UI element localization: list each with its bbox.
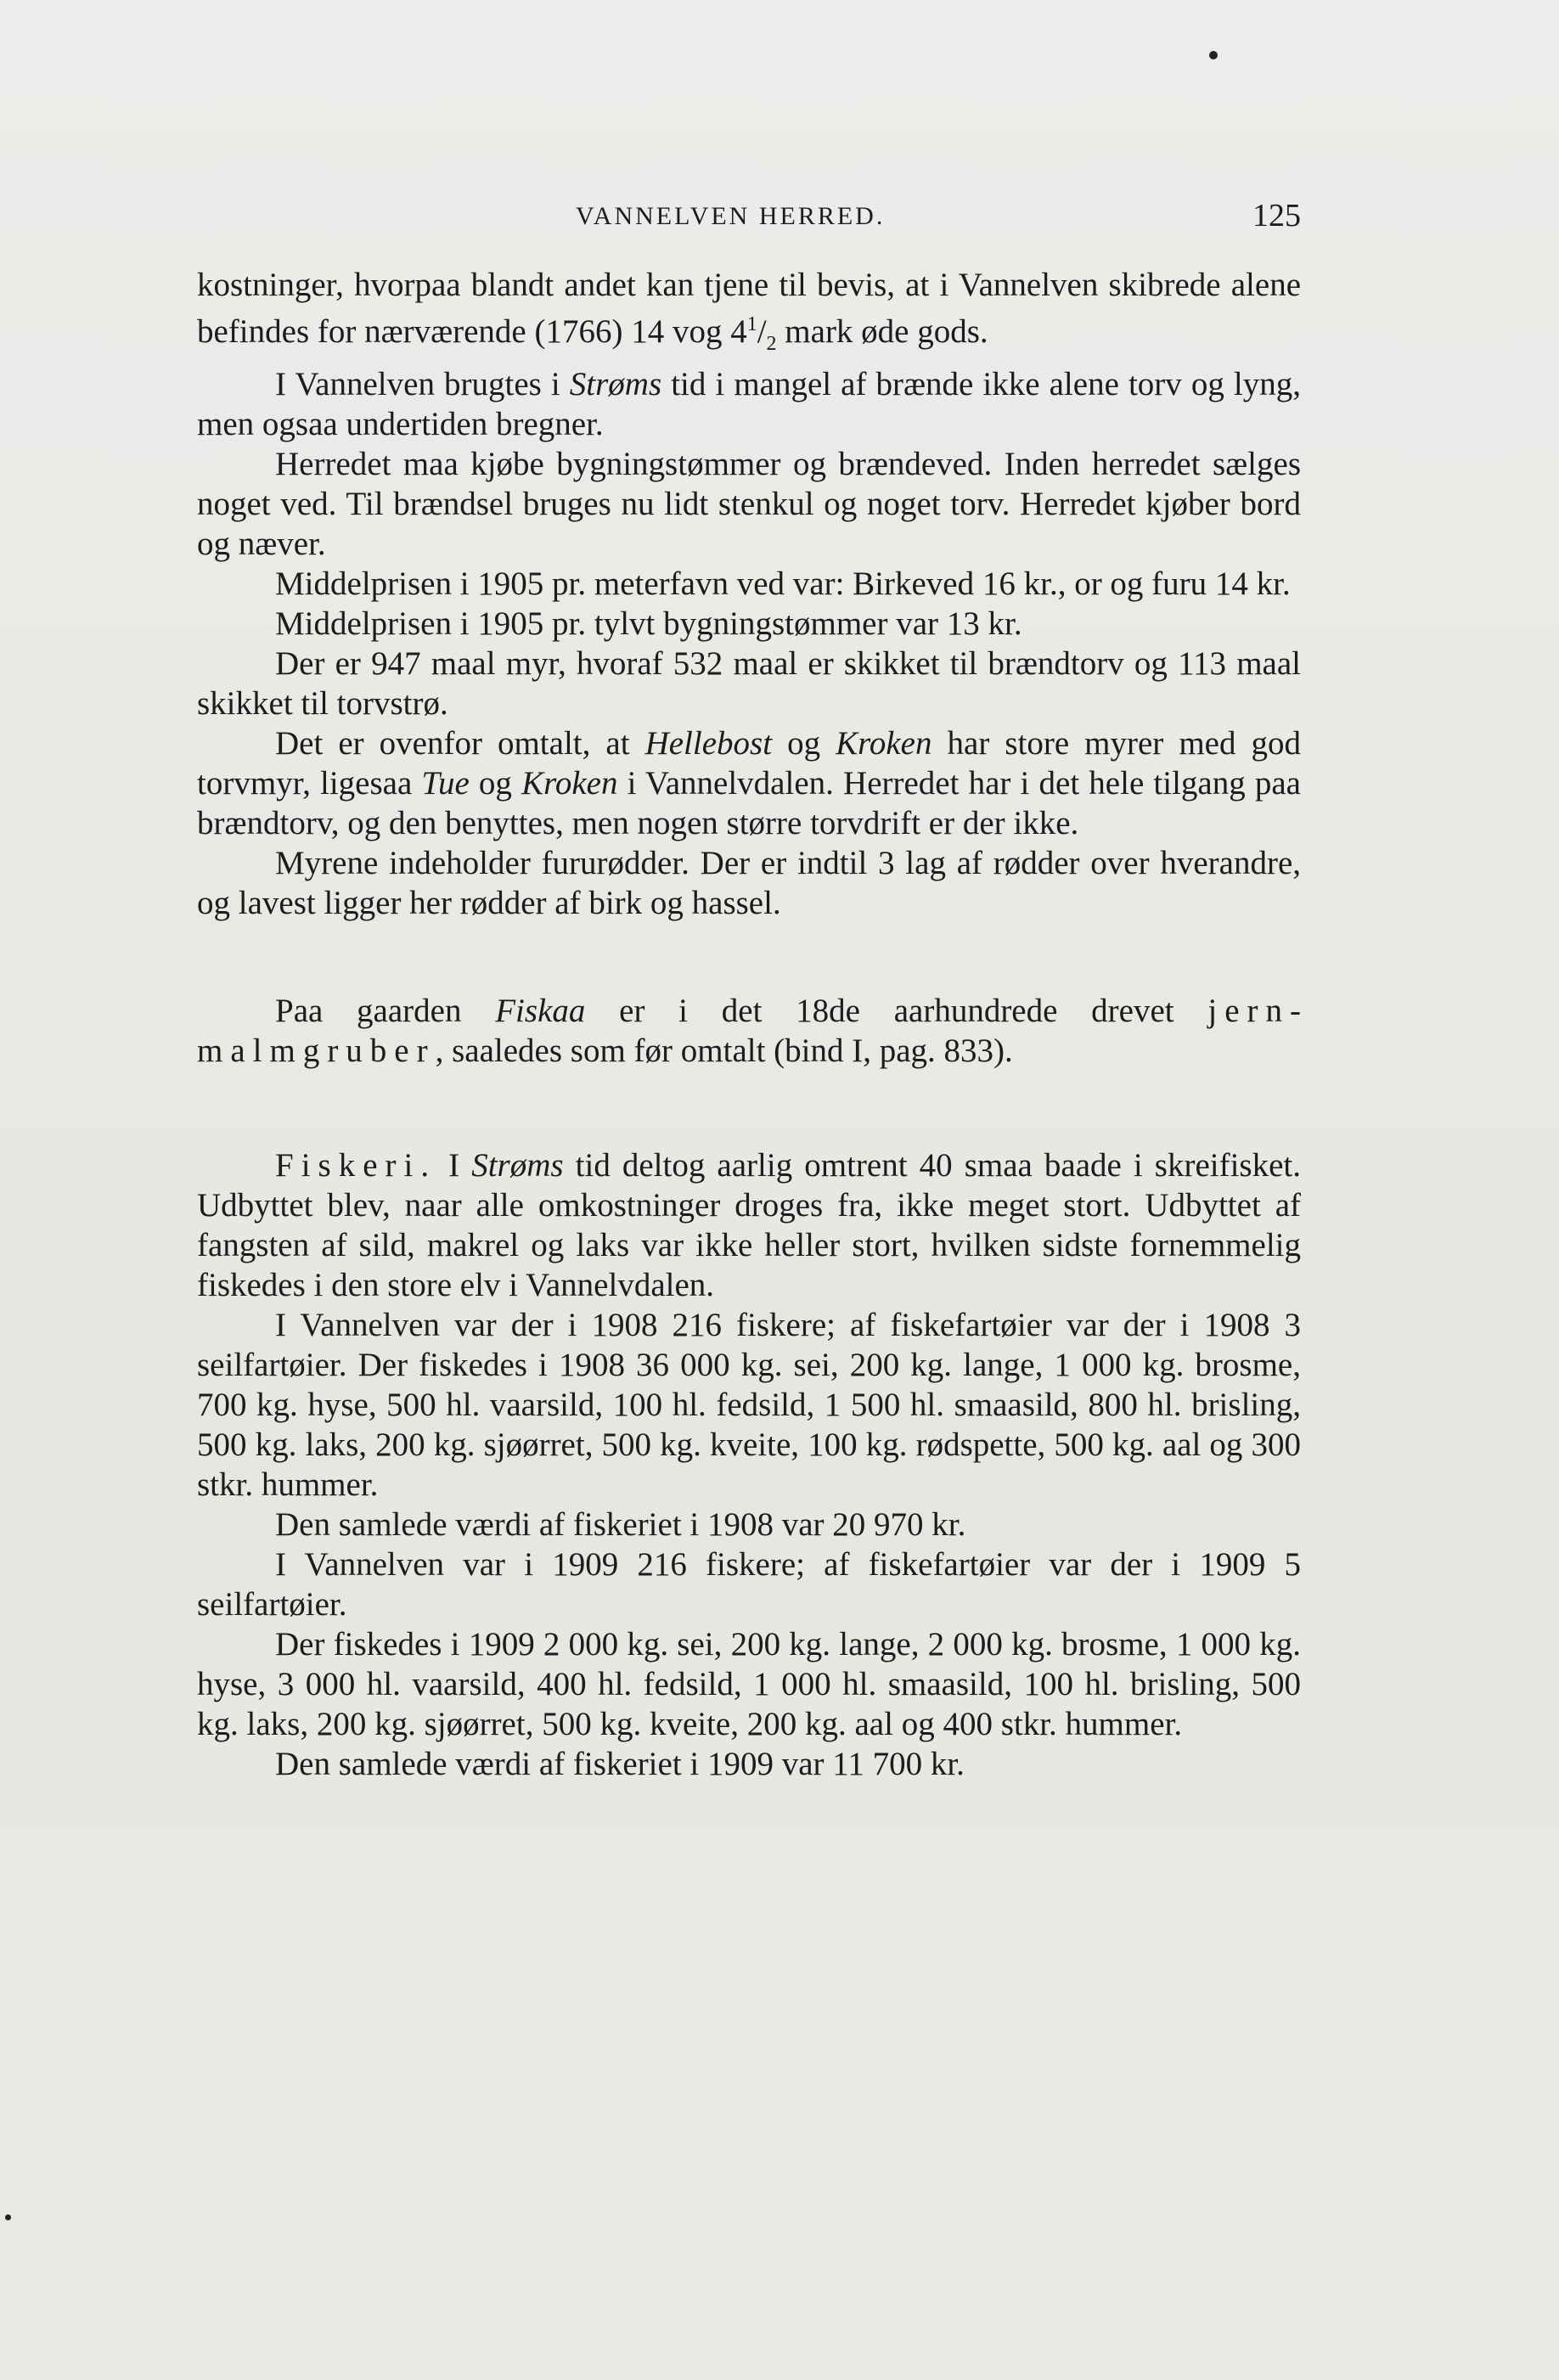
paragraph: Den samlede værdi af fiskeriet i 1909 var 11 700 kr. xyxy=(275,1745,965,1782)
ink-speck xyxy=(5,2214,11,2220)
fraction-numerator: 1 xyxy=(746,313,757,335)
paragraph: Myrene indeholder fururødder. Der er indtil 3 lag af rødder over hverandre, og lavest ligger her rødder af birk og hassel. xyxy=(197,844,1301,921)
paragraph: I Vannelven var i 1909 216 fiskere; af fiskefartøier var der i 1909 5 seilfartøier. xyxy=(197,1545,1301,1623)
spaced-term: jernmalmgruber xyxy=(197,992,1302,1069)
paragraph: I Vannelven var der i 1908 216 fiskere; af fiskefartøier var der i 1908 3 seilfartøier. Der fiskedes i 1908 36 000 kg. sei, 200 kg. lange, 1 000 kg. brosme, 700 kg. hyse, 500 hl. vaarsild, 100 hl. fedsild, 1 500 hl. smaasild, 800 hl. brisling, 500 kg. laks, 200 kg. sjøørret, 500 kg. kveite, 100 kg. rødspette, 500 kg. aal og 300 stkr. hummer. xyxy=(197,1306,1301,1503)
section-heading: Fiskeri. xyxy=(275,1146,437,1184)
page-number: 125 xyxy=(1252,198,1301,233)
paragraph: kostninger, hvorpaa blandt andet kan tjene til bevis, at i Vannelven skibrede alene befindes for nærværende (1766) 14 vog $4^1/_2$ mark øde gods. xyxy=(197,267,1301,355)
paragraph: Det er ovenfor omtalt, at Hellebost og Kroken har store myrer med god torvmyr, ligesaa Tue og Kroken i Vannelvdalen. Herredet har i det hele tilgang paa brændtorv, og den benyttes, men nogen større torvdrift er der ikke. xyxy=(197,724,1301,841)
fraction-denominator: 2 xyxy=(766,332,777,355)
ink-speck xyxy=(1209,51,1218,59)
paragraph: Der fiskedes i 1909 2 000 kg. sei, 200 kg. lange, 2 000 kg. brosme, 1 000 kg. hyse, 3 000 hl. vaarsild, 400 hl. fedsild, 1 000 hl. smaasild, 100 hl. brisling, 500 kg. laks, 200 kg. sjøørret, 500 kg. kveite, 200 kg. aal og 400 stkr. hummer. xyxy=(197,1625,1301,1742)
paragraph: Middelprisen i 1905 pr. meterfavn ved var: Birkeved 16 kr., or og furu 14 kr. xyxy=(275,565,1291,602)
paragraph: Den samlede værdi af fiskeriet i 1908 var 20 970 kr. xyxy=(275,1505,966,1543)
paragraph: I Vannelven brugtes i Strøms tid i mangel af brænde ikke alene torv og lyng, men ogsaa undertiden bregner. xyxy=(197,365,1301,442)
paragraph: Der er 947 maal myr, hvoraf 532 maal er skikket til brændtorv og 113 maal skikket til torvstrø. xyxy=(197,644,1301,722)
paragraph: Paa gaarden Fiskaa er i det 18de aarhundrede drevet jernmalmgruber, saaledes som før omtalt (bind I, pag. 833). xyxy=(197,992,1302,1069)
paragraph: Middelprisen i 1905 pr. tylvt bygningstømmer var 13 kr. xyxy=(275,605,1022,642)
body-text xyxy=(197,265,1301,1784)
page-header xyxy=(197,197,1301,248)
running-head: VANNELVEN HERRED. xyxy=(576,202,886,230)
paragraph: Fiskeri. I Strøms tid deltog aarlig omtrent 40 smaa baade i skreifisket. Udbyttet blev, naar alle omkostninger droges fra, ikke meget stort. Udbyttet af fangsten af sild, makrel og laks var ikke heller stort, hvilken sidste fornemmelig fiskedes i den store elv i Vannelvdalen. xyxy=(197,1146,1301,1303)
paragraph: Herredet maa kjøbe bygningstømmer og brændeved. Inden herredet sælges noget ved. Til brændsel bruges nu lidt stenkul og noget torv. Herredet kjøber bord og næver. xyxy=(197,445,1301,562)
